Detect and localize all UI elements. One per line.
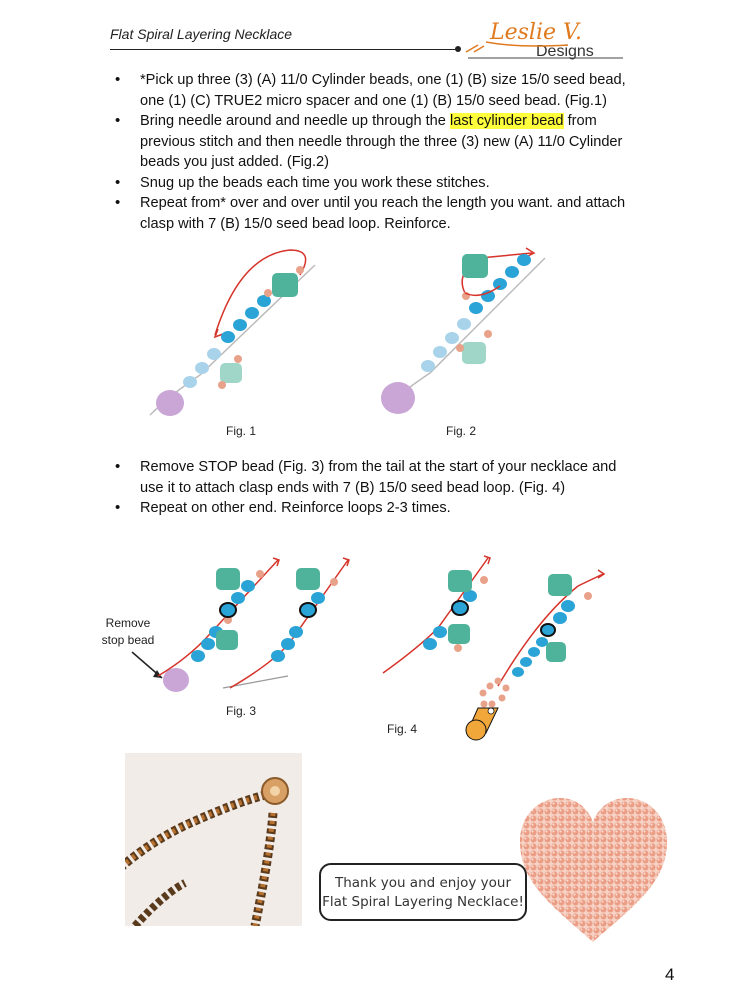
remove-stop-bead-callout: Remove stop bead [101,616,155,647]
header-rule [110,49,458,50]
figure-2-diagram [370,238,560,428]
step-repeat: • Repeat from* over and over until you reach the length you want. and attach clasp with 7 (B) 15/0 seed bead loop. Reinforce. [115,193,635,234]
instruction-list-top [115,70,635,234]
leslie-v-designs-logo [458,12,628,62]
thank-you-bubble [319,863,527,921]
step-snug-beads: • Snug up the beads each time you work these stitches. [115,173,635,194]
logo-subtitle: Designs [536,43,594,60]
figure-1-label: Fig. 1 [226,424,257,438]
thank-you-line-2: Flat Spiral Layering Necklace! [322,894,524,910]
bead-heart-image [516,794,671,944]
figure-2-label: Fig. 2 [446,424,477,438]
logo-name: Leslie V. [490,20,583,45]
step-repeat-other-end: • Repeat on other end. Reinforce loops 2-3 times. [115,498,635,519]
step-bring-needle: • Bring needle around and needle up through the last cylinder bead from previous stitch and then needle through the three (3) new (A) 11/0 Cylinder beads you just added. (Fig.2) [115,111,635,173]
figure-3-diagram [128,548,353,700]
highlighted-text: last cylinder bead [449,113,564,129]
necklace-photo [125,753,302,926]
thank-you-line-1: Thank you and enjoy your [334,875,512,891]
instruction-list-middle [115,457,635,519]
step-pick-up-beads: • *Pick up three (3) (A) 11/0 Cylinder beads, one (1) (B) size 15/0 seed bead, one (1) (C) TRUE2 micro spacer and one (1) (B) 15/0 seed bead. (Fig.1) [115,70,635,111]
figure-4-label: Fig. 4 [387,722,418,736]
clasp-icon [466,708,498,740]
document-title: Flat Spiral Layering Necklace [110,26,293,42]
figure-3-label: Fig. 3 [226,704,257,718]
seed-bead-loop [480,678,510,708]
figure-1-diagram [140,245,340,425]
page-number: 4 [665,965,675,984]
figure-4-diagram [378,548,608,748]
step-remove-stop-bead: • Remove STOP bead (Fig. 3) from the tail at the start of your necklace and use it to attach clasp ends with 7 (B) 15/0 seed bead loop. (Fig. 4) [115,457,635,498]
